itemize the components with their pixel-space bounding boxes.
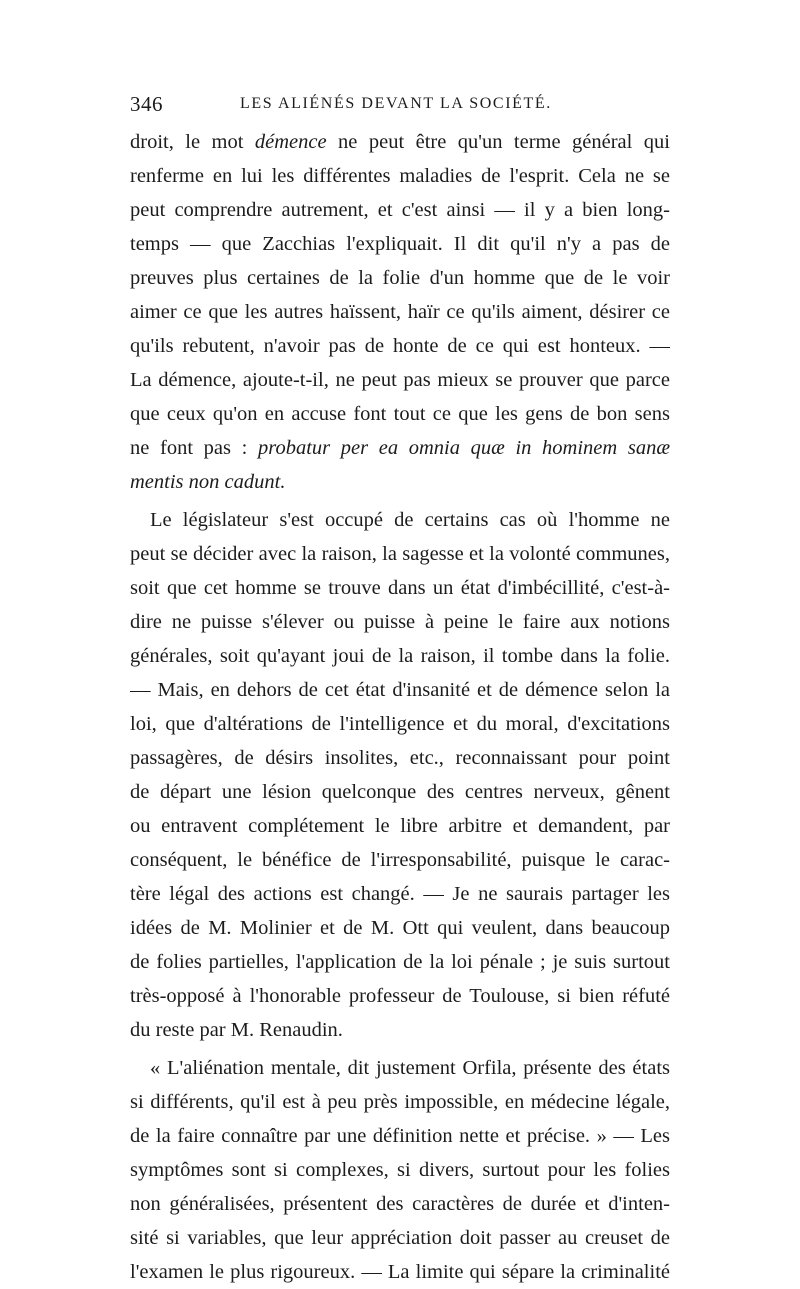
text-line: aimer ce que les autres haïssent, haïr ce qu'ils aiment, désirer ce xyxy=(130,301,670,323)
text-line: tère légal des actions est changé. — Je ne saurais partager les xyxy=(130,883,670,905)
text-line: de la faire connaître par une définition nette et précise. » — Les xyxy=(130,1125,670,1147)
text-line: loi, que d'altérations de l'intelligence et du moral, d'excitations xyxy=(130,713,670,735)
text-line: « L'aliénation mentale, dit justement Orfila, présente des états xyxy=(150,1057,670,1079)
text-line: preuves plus certaines de la folie d'un homme que de le voir xyxy=(130,267,670,289)
text-line: sité si variables, que leur appréciation doit passer au creuset de xyxy=(130,1227,670,1249)
text-line: qu'ils rebutent, n'avoir pas de honte de ce qui est honteux. — xyxy=(130,335,670,357)
text-line: passagères, de désirs insolites, etc., reconnaissant pour point xyxy=(130,747,670,769)
text-line: temps — que Zacchias l'expliquait. Il dit qu'il n'y a pas de xyxy=(130,233,670,255)
text-line: renferme en lui les différentes maladies de l'esprit. Cela ne se xyxy=(130,165,670,187)
body-text xyxy=(130,125,670,1289)
text-line: l'examen le plus rigoureux. — La limite qui sépare la criminalité xyxy=(130,1261,670,1283)
page-number: 346 xyxy=(130,92,163,116)
text-line: symptômes sont si complexes, si divers, surtout pour les folies xyxy=(130,1159,670,1181)
text-line: — Mais, en dehors de cet état d'insanité et de démence selon la xyxy=(130,679,670,701)
text-line: dire ne puisse s'élever ou puisse à peine le faire aux notions xyxy=(130,611,670,633)
text-line: générales, soit qu'ayant joui de la raison, il tombe dans la folie. xyxy=(130,645,670,667)
text-line: que ceux qu'on en accuse font tout ce que les gens de bon sens xyxy=(130,403,670,425)
text-line: droit, le mot démence ne peut être qu'un terme général qui xyxy=(130,131,670,153)
text-line: ou entravent complétement le libre arbitre et demandent, par xyxy=(130,815,670,837)
text-line: mentis non cadunt. xyxy=(130,471,286,493)
text-line: de départ une lésion quelconque des centres nerveux, gênent xyxy=(130,781,670,803)
text-line: peut se décider avec la raison, la sagesse et la volonté communes, xyxy=(130,543,670,565)
text-line: peut comprendre autrement, et c'est ainsi — il y a bien long- xyxy=(130,199,670,221)
running-title: LES ALIÉNÉS DEVANT LA SOCIÉTÉ. xyxy=(240,95,552,112)
text-line: non généralisées, présentent des caractères de durée et d'inten- xyxy=(130,1193,670,1215)
text-line: de folies partielles, l'application de la loi pénale ; je suis surtout xyxy=(130,951,670,973)
page-header xyxy=(130,92,670,122)
text-line: ne font pas : probatur per ea omnia quæ in hominem sanæ xyxy=(130,437,670,459)
text-line: idées de M. Molinier et de M. Ott qui veulent, dans beaucoup xyxy=(130,917,670,939)
text-line: Le législateur s'est occupé de certains cas où l'homme ne xyxy=(150,509,670,531)
text-line: très-opposé à l'honorable professeur de Toulouse, si bien réfuté xyxy=(130,985,670,1007)
text-line: du reste par M. Renaudin. xyxy=(130,1019,343,1041)
text-line: soit que cet homme se trouve dans un état d'imbécillité, c'est-à- xyxy=(130,577,670,599)
text-line: conséquent, le bénéfice de l'irresponsabilité, puisque le carac- xyxy=(130,849,670,871)
text-line: si différents, qu'il est à peu près impossible, en médecine légale, xyxy=(130,1091,670,1113)
text-line: La démence, ajoute-t-il, ne peut pas mieux se prouver que parce xyxy=(130,369,670,391)
